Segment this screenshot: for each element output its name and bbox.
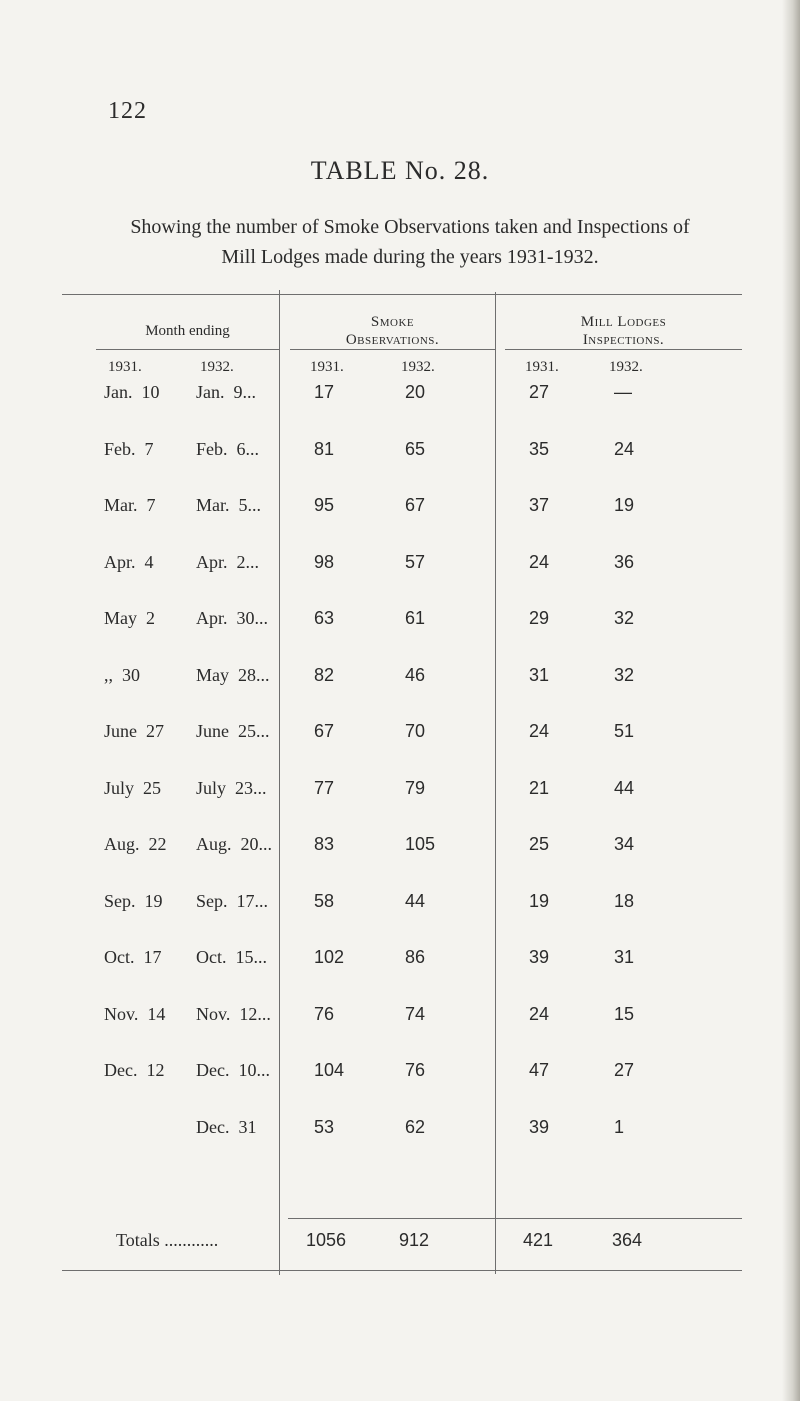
mill-1931-cell: 47 [529,1060,550,1080]
smoke-1932-cell: 67 [405,495,426,515]
smoke-1931-cell: 53 [314,1117,335,1137]
month-1931-cell: May 2 [104,608,155,628]
column-rule-right [495,292,496,1274]
month-1932-cell: Jan. 9... [196,382,256,402]
month-1932-cell: Dec. 10... [196,1060,270,1080]
month-1931-cell: Oct. 17 [104,947,162,967]
mill-1931-cell: 39 [529,1117,550,1137]
month-1932-cell: Sep. 17... [196,891,268,911]
smoke-1931-cell: 104 [314,1060,345,1080]
mill-1932-cell: 32 [614,608,635,628]
top-rule [62,294,742,295]
table-caption [70,212,750,272]
header-divider-mill [505,349,742,350]
caption-line-1: Showing the number of Smoke Observations taken and Inspections of [130,216,690,238]
mill-1931-cell: 24 [529,552,550,572]
smoke-1932-cell: 79 [405,778,426,798]
mill-1932-cell: — [614,382,632,402]
totals-mill-1931: 421 [523,1230,554,1250]
mill-1932-cell: 34 [614,834,635,854]
smoke-1931-cell: 58 [314,891,335,911]
mill-1931-cell: 39 [529,947,550,967]
month-1931-cell: ,, 30 [104,665,140,685]
smoke-1931-cell: 81 [314,439,335,459]
header-month-ending: Month ending [145,323,230,339]
smoke-1931-cell: 76 [314,1004,335,1024]
smoke-1932-cell: 70 [405,721,426,741]
mill-1931-cell: 31 [529,665,550,685]
month-1931-cell: Dec. 12 [104,1060,165,1080]
year-smoke-1931: 1931. [310,359,344,375]
smoke-1932-cell: 44 [405,891,426,911]
header-divider-month [96,349,279,350]
header-mill-line-2: Inspections. [582,332,665,348]
smoke-1931-cell: 63 [314,608,335,628]
smoke-1931-cell: 67 [314,721,335,741]
header-divider-smoke [290,349,495,350]
table-title: TABLE No. 28. [310,156,490,185]
month-1931-cell: Aug. 22 [104,834,167,854]
header-smoke-observations [290,313,495,349]
month-1932-cell: Nov. 12... [196,1004,271,1024]
month-1931-cell: Sep. 19 [104,891,163,911]
mill-1931-cell: 25 [529,834,550,854]
totals-rule [288,1218,742,1219]
month-1932-cell: Oct. 15... [196,947,267,967]
mill-1931-cell: 19 [529,891,550,911]
mill-1931-cell: 37 [529,495,550,515]
smoke-1931-cell: 83 [314,834,335,854]
smoke-1932-cell: 86 [405,947,426,967]
month-1931-cell: Nov. 14 [104,1004,166,1024]
smoke-1931-cell: 95 [314,495,335,515]
smoke-1932-cell: 65 [405,439,426,459]
year-smoke-1932: 1932. [401,359,435,375]
mill-1932-cell: 31 [614,947,635,967]
mill-1932-cell: 27 [614,1060,635,1080]
year-month-1932: 1932. [200,359,234,375]
smoke-1932-cell: 20 [405,382,426,402]
mill-1932-cell: 51 [614,721,635,741]
totals-mill-1932: 364 [612,1230,643,1250]
month-1931-cell: June 27 [104,721,164,741]
smoke-1932-cell: 74 [405,1004,426,1024]
year-mill-1931: 1931. [525,359,559,375]
totals-label: Totals ............ [116,1230,219,1250]
month-1932-cell: June 25... [196,721,270,741]
mill-1931-cell: 29 [529,608,550,628]
month-1932-cell: Apr. 30... [196,608,268,628]
smoke-1931-cell: 102 [314,947,345,967]
mill-1931-cell: 24 [529,721,550,741]
month-1931-cell: Feb. 7 [104,439,154,459]
totals-smoke-1932: 912 [399,1230,430,1250]
mill-1932-cell: 36 [614,552,635,572]
mill-1931-cell: 27 [529,382,550,402]
mill-1932-cell: 44 [614,778,635,798]
month-1931-cell: July 25 [104,778,162,798]
smoke-1932-cell: 46 [405,665,426,685]
month-1932-cell: Feb. 6... [196,439,259,459]
mill-1931-cell: 35 [529,439,550,459]
month-1932-cell: Mar. 5... [196,495,261,515]
month-1932-cell: Aug. 20... [196,834,272,854]
mill-1932-cell: 1 [614,1117,625,1137]
smoke-1931-cell: 98 [314,552,335,572]
month-1932-cell: May 28... [196,665,270,685]
header-smoke-line-1: Smoke [370,314,415,330]
totals-smoke-1931: 1056 [306,1230,347,1250]
page-number: 122 [108,98,147,124]
mill-1932-cell: 24 [614,439,635,459]
header-mill-line-1: Mill Lodges [580,314,667,330]
header-mill-lodges-inspections [505,313,742,349]
month-1932-cell: July 23... [196,778,267,798]
mill-1932-cell: 19 [614,495,635,515]
mill-1932-cell: 18 [614,891,635,911]
caption-line-2: Mill Lodges made during the years 1931-1932. [221,246,599,268]
mill-1932-cell: 15 [614,1004,635,1024]
month-1932-cell: Apr. 2... [196,552,259,572]
month-1931-cell: Jan. 10 [104,382,160,402]
month-1931-cell: Mar. 7 [104,495,156,515]
month-1931-cell: Apr. 4 [104,552,154,572]
smoke-1931-cell: 82 [314,665,335,685]
smoke-1932-cell: 105 [405,834,436,854]
column-rule-left [279,290,280,1275]
mill-1931-cell: 21 [529,778,550,798]
year-mill-1932: 1932. [609,359,643,375]
header-smoke-line-2: Observations. [345,332,440,348]
page-edge-shadow [782,0,800,1401]
mill-1931-cell: 24 [529,1004,550,1024]
month-1932-cell: Dec. 31 [196,1117,257,1137]
year-month-1931: 1931. [108,359,142,375]
smoke-1931-cell: 77 [314,778,335,798]
smoke-1932-cell: 76 [405,1060,426,1080]
bottom-rule [62,1270,742,1271]
smoke-1932-cell: 62 [405,1117,426,1137]
mill-1932-cell: 32 [614,665,635,685]
smoke-1932-cell: 61 [405,608,426,628]
smoke-1931-cell: 17 [314,382,335,402]
smoke-1932-cell: 57 [405,552,426,572]
